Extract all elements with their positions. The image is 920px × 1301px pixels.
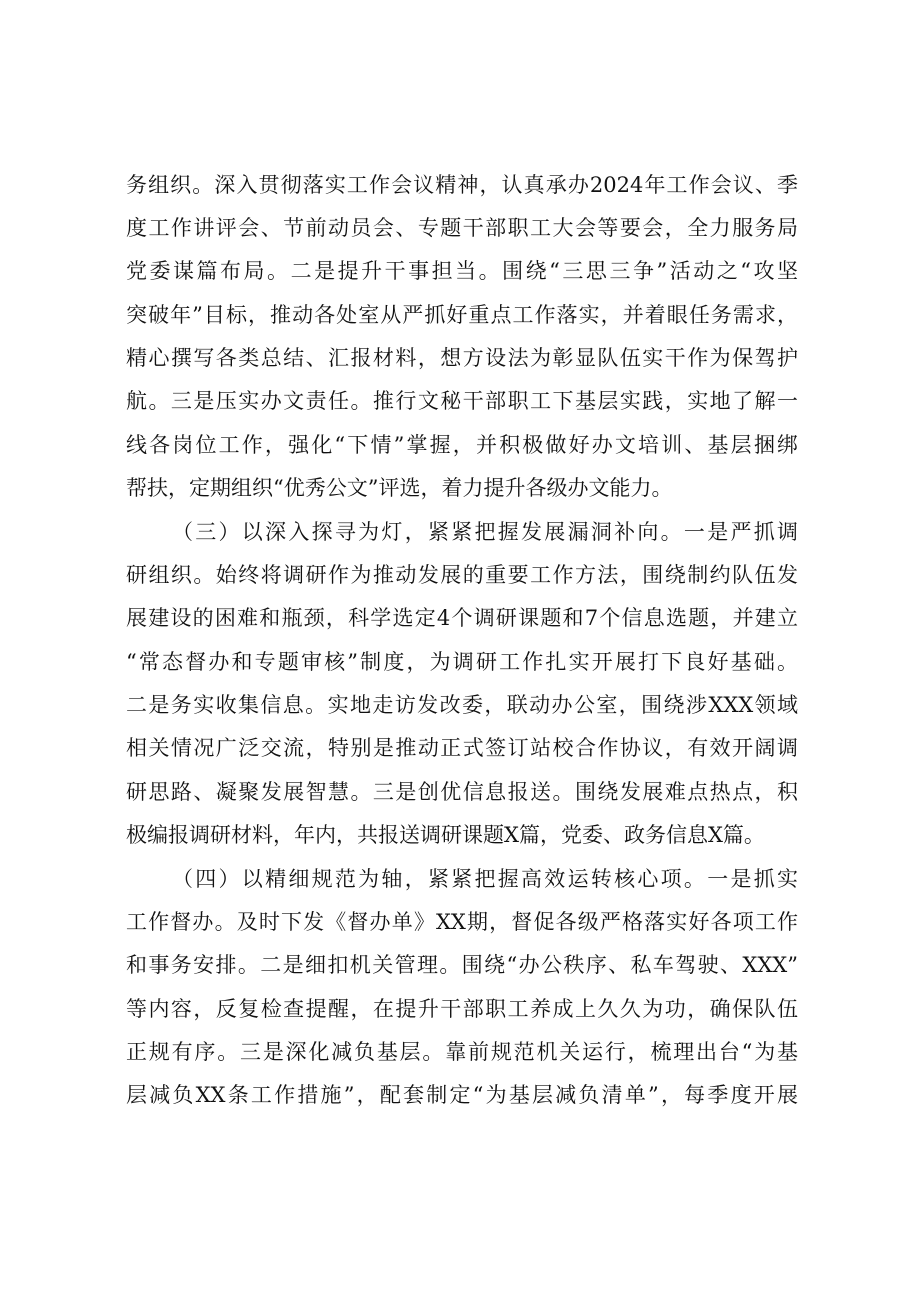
paragraph-heading-line: （四）以精细规范为轴，紧紧把握高效运转核心项。一是抓实: [172, 867, 798, 891]
text-line: 航。三是压实办文责任。推行文秘干部职工下基层实践，实地了解一: [126, 389, 798, 413]
text-line: 突破年”目标，推动各处室从严抓好重点工作落实，并着眼任务需求，: [126, 303, 798, 327]
text-line: 精心撰写各类总结、汇报材料，想方设法为彰显队伍实干作为保驾护: [126, 346, 798, 370]
text-line: 二是务实收集信息。实地走访发改委，联动办公室，围绕涉XXX领域: [126, 693, 798, 717]
text-line: 层减负XX条工作措施”，配套制定“为基层减负清单”，每季度开展: [126, 1083, 798, 1107]
text-line: 相关情况广泛交流，特别是推动正式签订站校合作协议，有效开阔调: [126, 736, 798, 760]
text-line: 党委谋篇布局。二是提升干事担当。围绕“三思三争”活动之“攻坚: [126, 259, 798, 283]
text-line: 度工作讲评会、节前动员会、专题干部职工大会等要会，全力服务局: [126, 216, 798, 240]
text-line: 和事务安排。二是细扣机关管理。围绕“办公秩序、私车驾驶、XXX”: [126, 953, 798, 977]
text-line: 正规有序。三是深化减负基层。靠前规范机关运行，梳理出台“为基: [126, 1040, 798, 1064]
text-line: 工作督办。及时下发《督办单》XX期，督促各级严格落实好各项工作: [126, 910, 798, 934]
text-line: 研思路、凝聚发展智慧。三是创优信息报送。围绕发展难点热点，积: [126, 780, 798, 804]
text-line: 极编报调研材料，年内，共报送调研课题X篇，党委、政务信息X篇。: [126, 823, 765, 847]
text-line: 务组织。深入贯彻落实工作会议精神，认真承办2024年工作会议、季: [126, 173, 798, 197]
text-line: 展建设的困难和瓶颈，科学选定4个调研课题和7个信息选题，并建立: [126, 606, 798, 630]
text-line: 研组织。始终将调研作为推动发展的重要工作方法，围绕制约队伍发: [126, 563, 798, 587]
paragraph-heading-line: （三）以深入探寻为灯，紧紧把握发展漏洞补向。一是严抓调: [172, 520, 798, 544]
text-line: 线各岗位工作，强化“下情”掌握，并积极做好办文培训、基层捆绑: [126, 433, 798, 457]
text-line: 等内容，反复检查提醒，在提升干部职工养成上久久为功，确保队伍: [126, 997, 798, 1021]
text-line: “常态督办和专题审核”制度，为调研工作扎实开展打下良好基础。: [126, 650, 798, 674]
text-line: 帮扶，定期组织“优秀公文”评选，着力提升各级办文能力。: [126, 476, 673, 500]
